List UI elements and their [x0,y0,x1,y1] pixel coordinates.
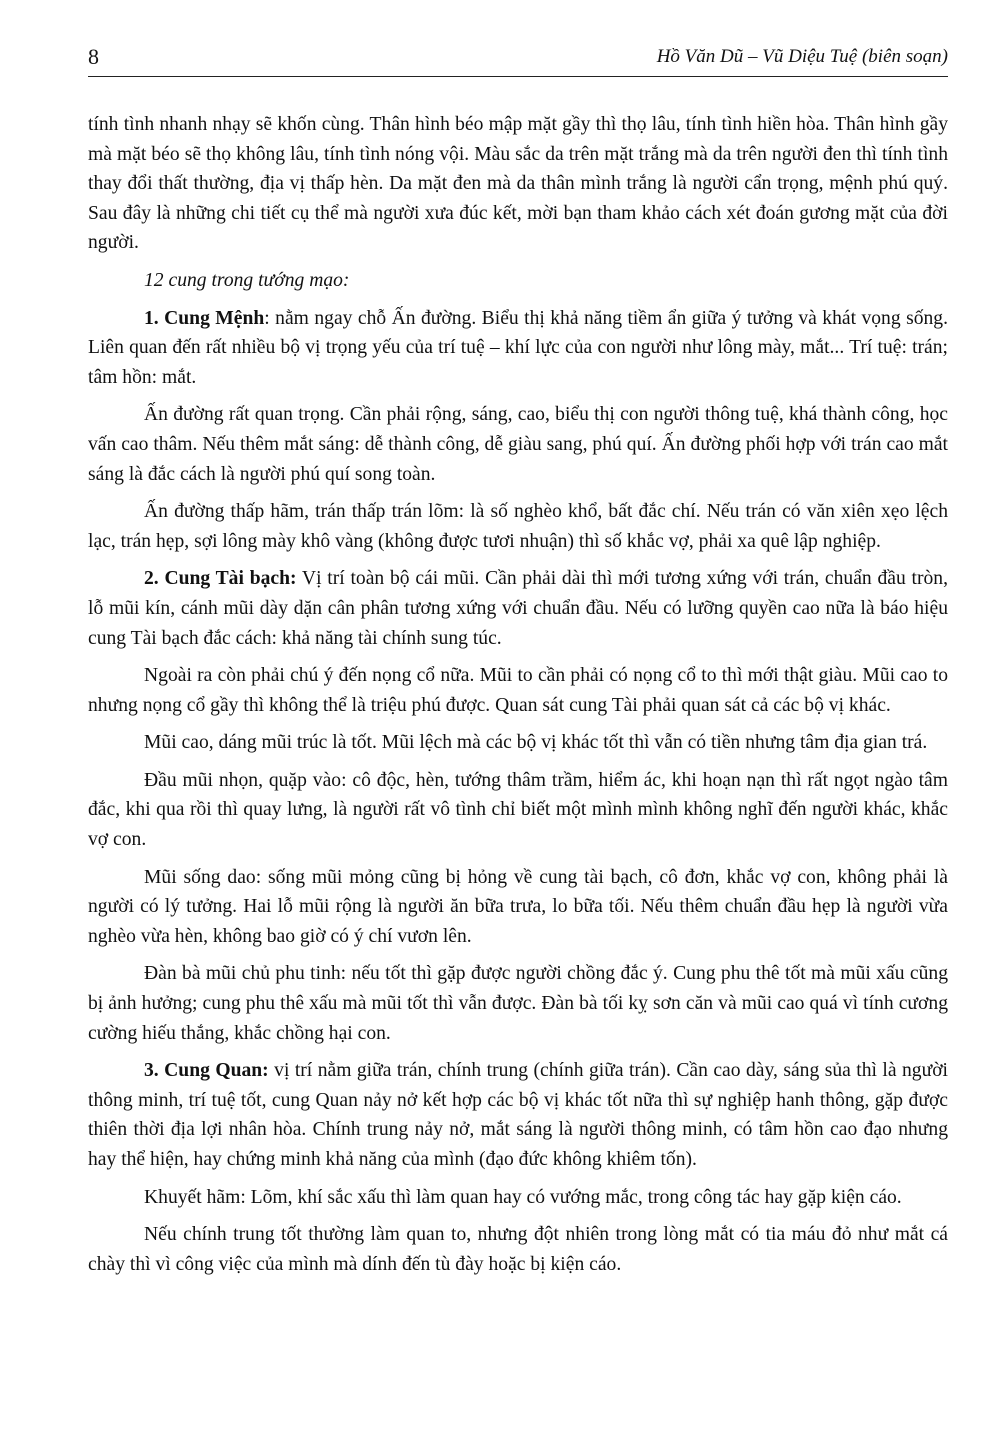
lead-cung-quan: 3. Cung Quan: [144,1060,269,1082]
paragraph-mui-song-dao: Mũi sống dao: sống mũi mỏng cũng bị hỏng về cung tài bạch, cô đơn, khắc vợ con, không phải là người có lý tưởng. Hai lỗ mũi rộng là người ăn bữa trưa, lo bữa tối. Nếu thêm chuẩn đầu hẹp là người vừa nghèo vừa hèn, không bao giờ có ý chí vươn lên. [88,866,948,947]
lead-cung-menh: 1. Cung Mệnh [144,307,265,329]
running-head: Hồ Văn Dũ – Vũ Diệu Tuệ (biên soạn) [656,46,948,67]
paragraph-cung-menh [88,304,948,393]
page-number: 8 [88,44,99,69]
text-cung-menh: : nằm ngay chỗ Ấn đường. Biểu thị khả năng tiềm ẩn giữa ý tưởng và khát vọng sống. Liên quan đến rất nhiều bộ vị trọng yếu của trí tuệ – khí lực của con người như lông mày, mắt... Trí tuệ: trán; tâm hồn: mắt. [88,307,948,388]
page-header [88,40,948,76]
paragraph-continuation: tính tình nhanh nhạy sẽ khốn cùng. Thân hình béo mập mặt gầy thì thọ lâu, tính tình hiền hòa. Thân hình gầy mà mặt béo sẽ thọ không lâu, tính tình nóng vội. Màu sắc da trên mặt trắng mà da trên người đen thì tính tình thay đổi thất thường, địa vị thấp hèn. Da mặt đen mà da thân mình trắng là người cẩn trọng, mệnh phú quý. Sau đây là những chi tiết cụ thể mà người xưa đúc kết, mời bạn tham khảo cách xét đoán gương mặt của đời người. [88,114,948,254]
text-cung-quan: vị trí nằm giữa trán, chính trung (chính giữa trán). Cần cao dày, sáng sủa thì là người thông minh, trí tuệ tốt, cung Quan nảy nở kết hợp các bộ vị khác tốt nữa thì sự nghiệp hanh thông, gặp được thiên thời địa lợi nhân hòa. Chính trung nảy nở, mắt sáng là người thông minh, có tâm hồn cao đạo nhưng hay thể hiện, hay chứng minh khả năng của mình (đạo đức không khiêm tốn). [88,1060,949,1170]
paragraph-dan-ba-mui: Đàn bà mũi chủ phu tinh: nếu tốt thì gặp được người chồng đắc ý. Cung phu thê tốt mà mũi xấu cũng bị ảnh hưởng; cung phu thê xấu mà mũi tốt thì vẫn được. Đàn bà tối kỵ sơn căn và mũi cao quá vì tính cương cường hiếu thắng, khắc chồng hại con. [88,963,948,1044]
paragraph-nong-co: Ngoài ra còn phải chú ý đến nọng cổ nữa. Mũi to cần phải có nọng cổ to thì mới thật giàu. Mũi cao to nhưng nọng cổ gầy thì không thể là triệu phú được. Quan sát cung Tài phải quan sát cả các bộ vị khác. [88,665,948,716]
section-heading-12-cung: 12 cung trong tướng mạo: [144,269,350,291]
paragraph-chinh-trung: Nếu chính trung tốt thường làm quan to, nhưng đột nhiên trong lòng mắt có tia máu đỏ như mắt cá chày thì vì công việc của mình mà dính đến tù đày hoặc bị kiện cáo. [88,1224,948,1275]
paragraph-an-duong-thap: Ấn đường thấp hãm, trán thấp trán lõm: là số nghèo khổ, bất đắc chí. Nếu trán có văn xiên xẹo lệch lạc, trán hẹp, sợi lông mày khô vàng (không được tươi nhuận) thì số khắc vợ, phải xa quê lập nghiệp. [88,501,948,552]
header-rule [88,76,948,77]
text-cung-tai-bach: Vị trí toàn bộ cái mũi. Cần phải dài thì mới tương xứng với trán, chuẩn đầu tròn, lỗ mũi kín, cánh mũi dày dặn cân phân tương xứng với chuẩn đầu. Nếu có lưỡng quyền cao nữa là báo hiệu cung Tài bạch đắc cách: khả năng tài chính sung túc. [88,568,949,649]
body-text [88,110,948,1287]
paragraph-cung-quan [88,1056,948,1174]
paragraph-mui-cao: Mũi cao, dáng mũi trúc là tốt. Mũi lệch mà các bộ vị khác tốt thì vẫn có tiền nhưng tâm địa gian trá. [144,732,928,754]
paragraph-khuyet-ham: Khuyết hãm: Lõm, khí sắc xấu thì làm quan hay có vướng mắc, trong công tác hay gặp kiện cáo. [144,1186,902,1208]
paragraph-an-duong: Ấn đường rất quan trọng. Cần phải rộng, sáng, cao, biểu thị con người thông tuệ, khá thành công, học vấn cao thâm. Nếu thêm mắt sáng: dễ thành công, dễ giàu sang, phú quí. Ấn đường phối hợp với trán cao mắt sáng là đắc cách là người phú quí song toàn. [88,404,948,485]
lead-cung-tai-bach: 2. Cung Tài bạch: [144,568,297,590]
paragraph-cung-tai-bach [88,564,948,653]
paragraph-dau-mui-nhon: Đầu mũi nhọn, quặp vào: cô độc, hèn, tướng thâm trầm, hiểm ác, khi hoạn nạn thì rất ngọt ngào tâm đắc, khi qua rồi thì quay lưng, là người rất vô tình chỉ biết một mình mình không nghĩ đến người khác, khắc vợ con. [88,769,948,851]
